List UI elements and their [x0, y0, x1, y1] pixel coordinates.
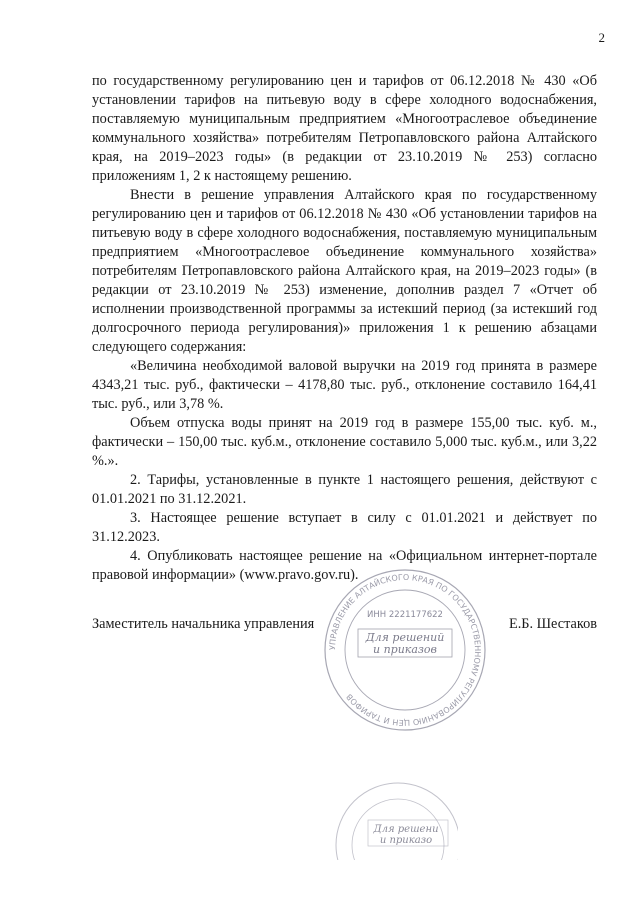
document-body	[92, 72, 597, 585]
stamp-ring-text: УПРАВЛЕНИЕ АЛТАЙСКОГО КРАЯ ПО ГОСУДАРСТВЕННОМУ РЕГУЛИРОВАНИЮ ЦЕН И ТАРИФОВ	[327, 572, 483, 728]
signer-name: Е.Б. Шестаков	[508, 616, 597, 632]
stamp-imprint-icon	[318, 780, 458, 860]
stamp-center-line2: и приказов	[373, 643, 437, 656]
page-number: 2	[598, 30, 605, 45]
paragraph-1: по государственному регулированию цен и тарифов от 06.12.2018 № 430 «Об установлении тарифов на питьевую воду в сфере холодного водоснабжения, поставляемую муниципальным предприятием «Многоотраслевое объединение коммунального хозяйства» потребителям Петропавловского района Алтайского края, на 2019–2023 годы» (в редакции от 23.10.2019 № 253) согласно приложениям 1, 2 к настоящему решению.	[92, 73, 597, 184]
official-stamp-icon	[320, 565, 490, 735]
signer-position: Заместитель начальника управления	[92, 616, 315, 632]
paragraph-2: Внести в решение управления Алтайского края по государственному регулированию цен и тарифов от 06.12.2018 № 430 «Об установлении тарифов на питьевую воду в сфере холодного водоснабжения, поставляемую муниципальным предприятием «Многоотраслевое объединение коммунального хозяйства» потребителям Петропавловского района Алтайского края, на 2019–2023 годы» (в редакции от 23.10.2019 № 253) изменение, дополнив раздел 7 «Отчет об исполнении производственной программы за истекший период (за истекший год долгосрочного периода регулирования)» приложения 1 к решению абзацами следующего содержания:	[92, 187, 597, 355]
paragraph-3: «Величина необходимой валовой выручки на 2019 год принята в размере 4343,21 тыс. руб., фактически – 4178,80 тыс. руб., отклонение составило 164,41 тыс. руб., или 3,78 %.	[92, 358, 597, 412]
paragraph-4: Объем отпуска воды принят на 2019 год в размере 155,00 тыс. куб. м., фактически – 150,00 тыс. куб.м., отклонение составило 5,000 тыс. куб.м., или 3,22 %.».	[92, 415, 597, 469]
paragraph-5: 2. Тарифы, установленные в пункте 1 настоящего решения, действуют с 01.01.2021 по 31.12.2021.	[92, 472, 597, 507]
stamp2-line2: и приказо	[379, 835, 433, 846]
stamp-center-line1: Для решений	[365, 631, 445, 644]
paragraph-7: 4. Опубликовать настоящее решение на «Официальном интернет-портале правовой информации» (www.pravo.gov.ru).	[92, 548, 597, 583]
stamp-inn: ИНН 2221177622	[367, 610, 443, 620]
stamp2-line1: Для решени	[373, 824, 439, 835]
paragraph-6: 3. Настоящее решение вступает в силу с 01.01.2021 и действует по 31.12.2023.	[92, 510, 597, 545]
